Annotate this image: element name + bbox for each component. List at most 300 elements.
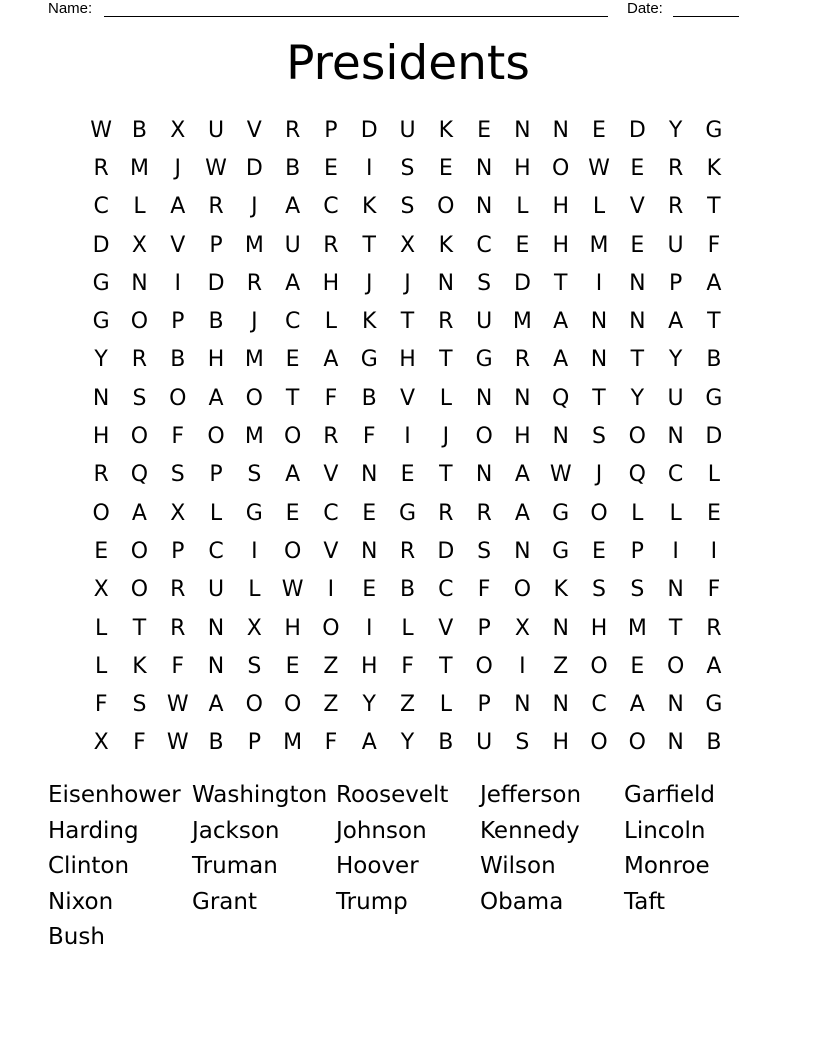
grid-letter: I: [672, 538, 679, 564]
grid-letter: M: [512, 309, 532, 335]
grid-letter: X: [514, 615, 530, 641]
grid-letter: X: [246, 615, 262, 641]
grid-letter: N: [514, 692, 531, 718]
word-bank-item: Roosevelt: [336, 782, 449, 808]
grid-letter: N: [207, 653, 225, 679]
grid-letter: R: [131, 347, 148, 373]
grid-letter: O: [92, 500, 110, 526]
grid-letter: C: [93, 194, 109, 220]
grid-letter: R: [706, 615, 722, 641]
grid-letter: E: [400, 462, 415, 488]
date-label: Date:: [627, 0, 663, 17]
grid-letter: M: [244, 424, 264, 450]
grid-letter: W: [205, 155, 227, 181]
grid-letter: H: [552, 730, 569, 756]
grid-letter: Q: [130, 462, 149, 488]
grid-letter: N: [629, 270, 646, 296]
grid-letter: K: [553, 577, 568, 603]
grid-letter: K: [438, 232, 454, 258]
word-bank-item: Lincoln: [624, 817, 706, 844]
grid-letter: R: [514, 347, 531, 373]
word-bank-item: Trump: [336, 888, 408, 915]
grid-letter: H: [552, 232, 569, 258]
grid-letter: F: [362, 424, 376, 450]
grid-letter: H: [284, 615, 301, 641]
word-bank-item: Kennedy: [480, 817, 580, 844]
grid-letter: J: [365, 270, 373, 296]
grid-letter: F: [133, 730, 146, 756]
grid-letter: N: [437, 270, 455, 296]
grid-letter: P: [209, 462, 223, 488]
grid-letter: E: [592, 538, 606, 564]
grid-letter: W: [166, 730, 189, 756]
grid-letter: E: [285, 347, 300, 373]
grid-letter: L: [324, 309, 338, 335]
grid-letter: U: [476, 730, 493, 756]
grid-letter: C: [323, 194, 339, 220]
grid-letter: E: [630, 155, 645, 181]
grid-letter: G: [705, 117, 723, 143]
grid-letter: L: [248, 577, 261, 603]
word-bank-item: Truman: [192, 853, 278, 879]
grid-letter: N: [514, 385, 531, 411]
word-bank-item: Bush: [48, 924, 105, 950]
grid-letter: D: [513, 270, 531, 296]
grid-letter: E: [515, 232, 530, 258]
grid-letter: N: [629, 309, 646, 335]
word-bank-item: Harding: [48, 817, 139, 844]
grid-letter: A: [170, 194, 186, 220]
grid-letter: B: [438, 730, 454, 756]
grid-letter: J: [404, 270, 411, 296]
grid-letter: D: [705, 424, 723, 450]
grid-letter: I: [251, 538, 258, 564]
grid-letter: E: [706, 500, 721, 526]
grid-letter: S: [400, 155, 415, 181]
grid-letter: L: [95, 615, 108, 641]
grid-letter: O: [628, 730, 646, 756]
page-title: Presidents: [286, 36, 530, 91]
grid-letter: N: [552, 615, 569, 641]
grid-letter: S: [592, 424, 606, 450]
grid-letter: F: [707, 232, 721, 258]
grid-letter: H: [207, 347, 225, 373]
grid-letter: R: [399, 538, 416, 564]
grid-letter: I: [519, 653, 526, 679]
grid-letter: R: [170, 577, 186, 603]
grid-letter: O: [169, 385, 187, 411]
grid-letter: O: [130, 538, 149, 564]
grid-letter: I: [365, 155, 373, 181]
grid-letter: U: [284, 232, 301, 258]
grid-letter: A: [553, 347, 569, 373]
grid-letter: L: [669, 500, 682, 526]
grid-letter: N: [667, 577, 684, 603]
grid-letter: S: [592, 577, 606, 603]
grid-letter: M: [283, 730, 303, 756]
grid-letter: T: [439, 347, 453, 373]
grid-letter: N: [552, 117, 569, 143]
word-bank-item: Obama: [480, 888, 564, 915]
grid-letter: M: [627, 615, 647, 641]
word-bank-item: Wilson: [480, 853, 556, 879]
grid-letter: R: [93, 462, 109, 488]
grid-letter: C: [591, 692, 607, 718]
grid-letter: L: [707, 462, 721, 488]
grid-letter: O: [245, 385, 263, 411]
grid-letter: E: [438, 155, 453, 181]
grid-letter: N: [667, 692, 684, 718]
grid-letter: N: [475, 194, 493, 220]
grid-letter: I: [404, 424, 411, 450]
grid-letter: D: [92, 232, 110, 258]
grid-letter: Z: [399, 692, 416, 718]
grid-letter: T: [285, 385, 300, 411]
worksheet-header: [0, 0, 816, 18]
grid-letter: L: [95, 653, 108, 679]
grid-letter: N: [360, 538, 378, 564]
grid-letter: O: [437, 194, 455, 220]
grid-letter: E: [323, 155, 338, 181]
word-bank-item: Grant: [192, 888, 257, 915]
grid-letter: D: [437, 538, 455, 564]
grid-letter: R: [246, 270, 262, 296]
grid-letter: F: [707, 577, 721, 603]
grid-letter: A: [668, 309, 684, 335]
grid-letter: S: [477, 538, 492, 564]
grid-letter: J: [595, 462, 603, 488]
grid-letter: U: [399, 117, 416, 143]
grid-letter: W: [166, 692, 189, 718]
grid-letter: V: [399, 385, 416, 411]
grid-letter: F: [324, 730, 338, 756]
grid-letter: A: [208, 385, 224, 411]
grid-letter: W: [281, 577, 304, 603]
word-bank-item: Taft: [624, 888, 666, 915]
grid-letter: K: [706, 155, 722, 181]
grid-letter: T: [439, 653, 453, 679]
grid-letter: X: [131, 232, 147, 258]
grid-letter: A: [706, 653, 722, 679]
grid-letter: N: [92, 385, 110, 411]
grid-letter: C: [323, 500, 339, 526]
grid-letter: O: [628, 424, 646, 450]
grid-letter: C: [476, 232, 492, 258]
grid-letter: P: [171, 538, 185, 564]
grid-letter: Z: [323, 653, 339, 679]
grid-letter: B: [706, 347, 722, 373]
grid-letter: B: [706, 730, 722, 756]
grid-letter: G: [92, 309, 110, 335]
grid-letter: V: [170, 232, 186, 258]
word-bank-item: Monroe: [624, 853, 710, 879]
grid-letter: Z: [553, 653, 569, 679]
grid-letter: H: [322, 270, 340, 296]
grid-letter: V: [246, 117, 262, 143]
grid-letter: B: [170, 347, 186, 373]
grid-letter: O: [590, 730, 608, 756]
grid-letter: D: [245, 155, 263, 181]
grid-letter: O: [513, 577, 532, 603]
grid-letter: O: [283, 424, 302, 450]
grid-letter: A: [285, 462, 301, 488]
grid-letter: G: [92, 270, 110, 296]
grid-letter: A: [131, 500, 147, 526]
grid-letter: P: [477, 692, 491, 718]
grid-letter: S: [400, 194, 415, 220]
grid-letter: J: [174, 155, 181, 181]
grid-letter: N: [667, 424, 684, 450]
grid-letter: N: [131, 270, 148, 296]
grid-letter: H: [552, 194, 569, 220]
grid-letter: K: [362, 309, 377, 335]
grid-letter: V: [323, 462, 339, 488]
grid-letter: O: [590, 500, 608, 526]
grid-letter: Y: [668, 347, 683, 373]
grid-letter: E: [592, 117, 606, 143]
grid-letter: B: [361, 385, 377, 411]
grid-letter: Y: [668, 117, 683, 143]
grid-letter: O: [207, 424, 225, 450]
grid-letter: P: [324, 117, 338, 143]
grid-letter: O: [283, 538, 302, 564]
grid-letter: N: [514, 117, 531, 143]
grid-letter: I: [174, 270, 181, 296]
grid-letter: V: [629, 194, 645, 220]
grid-letter: P: [477, 615, 491, 641]
grid-letter: D: [207, 270, 225, 296]
grid-letter: W: [588, 155, 610, 181]
grid-letter: R: [667, 155, 684, 181]
grid-letter: H: [514, 424, 531, 450]
grid-letter: T: [132, 615, 147, 641]
grid-letter: T: [592, 385, 606, 411]
grid-letter: A: [514, 500, 530, 526]
grid-letter: G: [475, 347, 493, 373]
name-label: Name:: [48, 0, 93, 17]
grid-letter: S: [170, 462, 185, 488]
grid-letter: C: [438, 577, 454, 603]
grid-letter: L: [439, 385, 452, 411]
word-bank-item: Nixon: [48, 888, 114, 915]
grid-letter: H: [590, 615, 608, 641]
grid-letter: L: [401, 615, 414, 641]
grid-letter: G: [705, 385, 723, 411]
grid-letter: Y: [94, 347, 108, 373]
grid-letter: F: [401, 653, 414, 679]
grid-letter: F: [477, 577, 491, 603]
grid-letter: A: [629, 692, 645, 718]
grid-letter: X: [170, 500, 186, 526]
grid-letter: T: [362, 232, 376, 258]
grid-letter: P: [171, 309, 185, 335]
grid-letter: B: [285, 155, 301, 181]
grid-letter: B: [208, 730, 224, 756]
grid-letter: C: [208, 538, 224, 564]
grid-letter: M: [244, 232, 264, 258]
grid-letter: O: [475, 424, 493, 450]
grid-letter: U: [667, 232, 684, 258]
grid-letter: G: [245, 500, 263, 526]
grid-letter: A: [285, 194, 301, 220]
grid-letter: J: [442, 424, 450, 450]
grid-letter: T: [707, 309, 721, 335]
grid-letter: I: [595, 270, 603, 296]
grid-letter: R: [438, 309, 454, 335]
grid-letter: O: [666, 653, 685, 679]
grid-letter: R: [284, 117, 301, 143]
grid-letter: S: [630, 577, 645, 603]
grid-letter: O: [130, 309, 149, 335]
grid-letter: N: [475, 155, 493, 181]
grid-letter: N: [514, 538, 531, 564]
word-bank-item: Washington: [192, 782, 328, 808]
grid-letter: W: [90, 117, 113, 143]
grid-letter: Q: [552, 385, 570, 411]
grid-letter: G: [705, 692, 723, 718]
grid-letter: S: [247, 653, 262, 679]
grid-letter: A: [323, 347, 339, 373]
grid-letter: G: [398, 500, 417, 526]
grid-letter: T: [707, 194, 721, 220]
grid-letter: T: [668, 615, 683, 641]
grid-letter: E: [477, 117, 492, 143]
grid-letter: I: [710, 538, 718, 564]
grid-letter: O: [322, 615, 340, 641]
grid-letter: N: [207, 615, 225, 641]
grid-letter: U: [207, 577, 225, 603]
grid-letter: R: [438, 500, 454, 526]
grid-letter: K: [132, 653, 147, 679]
grid-letter: M: [244, 347, 264, 373]
grid-letter: H: [514, 155, 531, 181]
grid-letter: D: [360, 117, 378, 143]
grid-letter: I: [365, 615, 373, 641]
grid-letter: L: [592, 194, 606, 220]
word-bank: [48, 778, 768, 956]
grid-letter: R: [170, 615, 186, 641]
grid-letter: E: [362, 500, 377, 526]
grid-letter: S: [132, 692, 147, 718]
grid-letter: V: [323, 538, 339, 564]
grid-letter: P: [668, 270, 683, 296]
grid-letter: B: [399, 577, 416, 603]
grid-letter: T: [630, 347, 645, 373]
grid-letter: R: [667, 194, 684, 220]
grid-letter: U: [207, 117, 225, 143]
date-blank-line: [673, 16, 739, 17]
grid-letter: M: [589, 232, 609, 258]
grid-letter: A: [208, 692, 224, 718]
grid-letter: E: [285, 500, 300, 526]
grid-letter: E: [94, 538, 109, 564]
grid-letter: F: [94, 692, 108, 718]
grid-letter: L: [209, 500, 223, 526]
word-bank-item: Clinton: [48, 853, 130, 879]
grid-letter: N: [552, 692, 569, 718]
grid-letter: T: [553, 270, 568, 296]
grid-letter: I: [327, 577, 335, 603]
grid-letter: A: [553, 309, 569, 335]
grid-letter: W: [549, 462, 572, 488]
grid-letter: J: [251, 194, 258, 220]
grid-letter: Y: [630, 385, 645, 411]
grid-letter: E: [285, 653, 300, 679]
name-blank-line: [104, 16, 608, 17]
grid-letter: H: [92, 424, 110, 450]
grid-letter: L: [439, 692, 452, 718]
grid-letter: A: [361, 730, 377, 756]
grid-letter: A: [514, 462, 530, 488]
grid-letter: N: [590, 347, 608, 373]
grid-letter: O: [590, 653, 608, 679]
grid-letter: B: [131, 117, 147, 143]
grid-letter: N: [590, 309, 608, 335]
grid-letter: R: [208, 194, 224, 220]
grid-letter: E: [630, 232, 645, 258]
grid-letter: H: [399, 347, 416, 373]
grid-letter: E: [630, 653, 645, 679]
grid-letter: L: [516, 194, 529, 220]
grid-letter: G: [552, 500, 570, 526]
grid-letter: Z: [323, 692, 339, 718]
grid-letter: F: [171, 424, 185, 450]
grid-letter: T: [439, 462, 453, 488]
grid-letter: F: [324, 385, 338, 411]
grid-letter: R: [323, 232, 339, 258]
grid-letter: T: [400, 309, 415, 335]
grid-letter: O: [283, 692, 302, 718]
grid-letter: V: [438, 615, 454, 641]
grid-letter: X: [93, 730, 109, 756]
grid-letter: Q: [628, 462, 646, 488]
grid-letter: E: [362, 577, 377, 603]
grid-letter: L: [631, 500, 644, 526]
grid-letter: H: [360, 653, 378, 679]
grid-letter: N: [475, 462, 493, 488]
grid-letter: F: [171, 653, 185, 679]
grid-letter: N: [552, 424, 569, 450]
grid-letter: O: [130, 424, 149, 450]
grid-letter: X: [93, 577, 109, 603]
grid-letter: G: [360, 347, 378, 373]
grid-letter: X: [399, 232, 416, 258]
grid-letter: R: [93, 155, 109, 181]
grid-letter: O: [245, 692, 263, 718]
grid-letter: S: [477, 270, 492, 296]
grid-letter: S: [132, 385, 147, 411]
word-bank-item: Garfield: [624, 782, 716, 808]
grid-letter: R: [476, 500, 492, 526]
word-bank-item: Jefferson: [480, 782, 582, 808]
grid-letter: X: [170, 117, 186, 143]
grid-letter: N: [475, 385, 493, 411]
word-bank-item: Jackson: [192, 817, 280, 844]
grid-letter: C: [667, 462, 684, 488]
grid-letter: K: [362, 194, 377, 220]
grid-letter: L: [133, 194, 146, 220]
grid-letter: O: [552, 155, 570, 181]
grid-letter: N: [360, 462, 378, 488]
grid-letter: U: [476, 309, 493, 335]
grid-letter: N: [667, 730, 684, 756]
letter-grid: [82, 111, 733, 762]
grid-letter: P: [630, 538, 644, 564]
grid-letter: O: [130, 577, 149, 603]
grid-letter: M: [129, 155, 149, 181]
grid-letter: C: [284, 309, 301, 335]
grid-letter: O: [475, 653, 493, 679]
